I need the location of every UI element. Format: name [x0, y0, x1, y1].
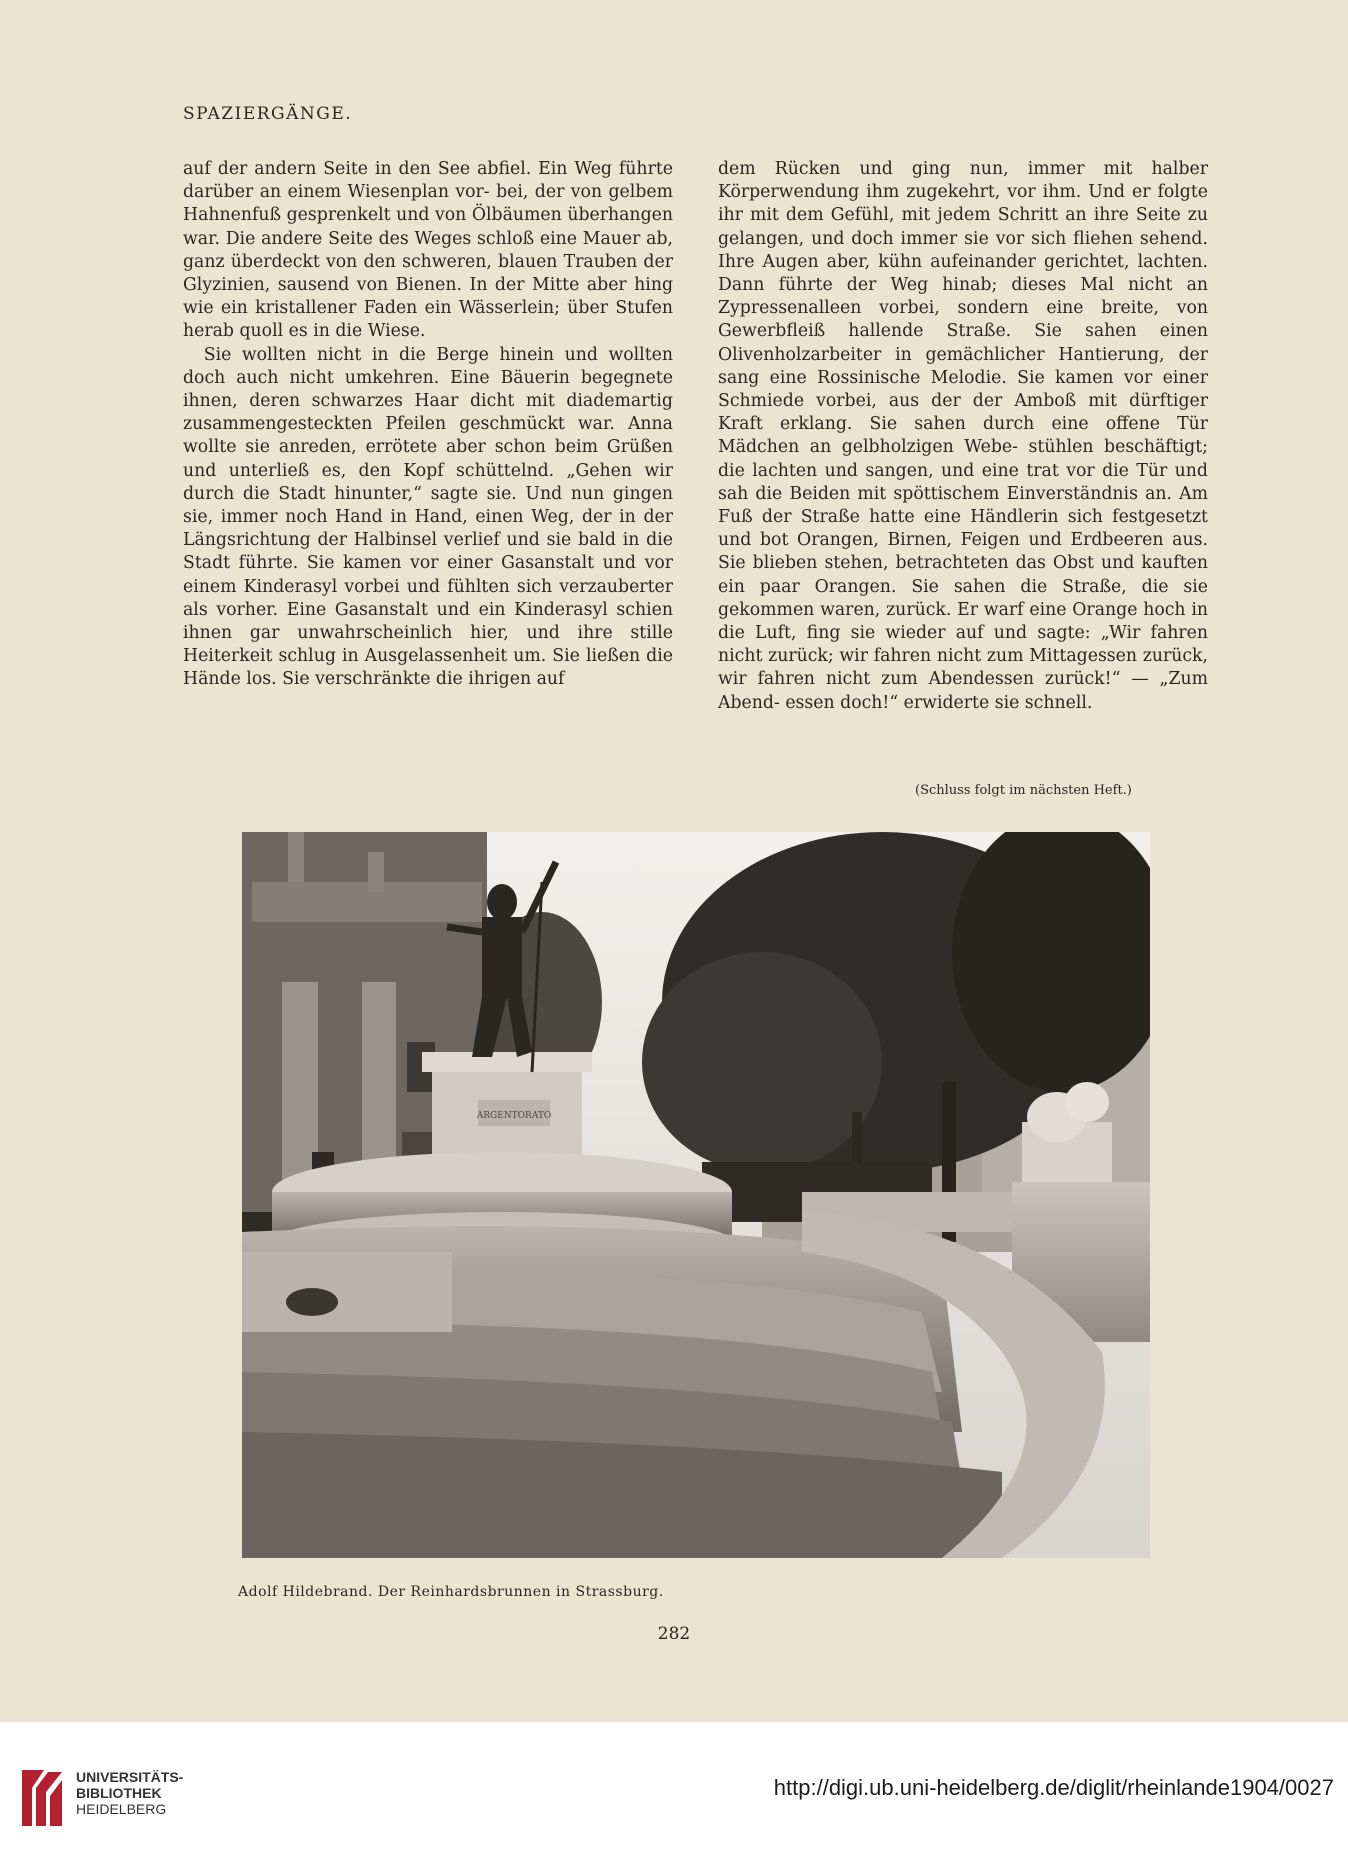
left-text-column [183, 158, 673, 692]
text-line: von Ölbäumen überhangen war. Die andere [183, 205, 673, 249]
text-line: stühlen beschäftigt; die lachten und sangen, und [718, 437, 1208, 481]
text-line: errötete aber schon beim Grüßen und unterließ [183, 437, 673, 481]
text-line: Gasanstalt und ein Kinderasyl schien ihnen gar [183, 599, 673, 644]
text-line: unwahrscheinlich hier, und ihre stille Heiterkeit [183, 623, 674, 667]
text-line: nicht zum Abendessen zurück!“ — „Zum Abend- [718, 669, 1208, 713]
library-name-line-2: BIBLIOTHEK [76, 1785, 162, 1801]
text-line: Sie wollten nicht in die Berge hinein und [203, 344, 598, 365]
paragraph [183, 158, 673, 344]
text-line: Mitte aber hing wie ein kristallener Faden ein [183, 275, 674, 319]
text-line: kühn aufeinander gerichtet, lachten. Dann [718, 251, 1209, 296]
running-head: SPAZIERGÄNGE. [183, 104, 353, 124]
source-url-link[interactable]: http://digi.ub.uni-heidelberg.de/diglit/rheinlande1904/0027 [773, 1775, 1334, 1800]
continuation-note: (Schluss folgt im nächsten Heft.) [915, 783, 1132, 798]
text-line: Zypressenalleen vorbei, sondern eine breite, von [718, 298, 1208, 319]
text-line: spöttischem Einverständnis an. Am Fuß der [718, 483, 1209, 528]
text-line: die sie gekommen waren, zurück. Er warf eine [718, 576, 1209, 620]
text-line: an ihre Seite zu gelangen, und doch immer sie [718, 205, 1209, 249]
library-footer [0, 1722, 1348, 1852]
paragraph [718, 158, 1208, 715]
library-name-line-1: UNIVERSITÄTS- [76, 1769, 184, 1785]
text-line: bei, der von gelbem Hahnenfuß gesprenkelt und [183, 182, 673, 226]
text-line: es, den Kopf schüttelnd. „Gehen wir durch die [183, 460, 673, 504]
text-line: geschmückt war. Anna wollte sie anreden, [183, 414, 673, 458]
text-line: vor sich fliehen sehend. Ihre Augen aber, [718, 228, 1208, 272]
text-line: eine trat vor die Tür und sah die Beiden mit [718, 460, 1208, 504]
library-name-line-3: HEIDELBERG [76, 1801, 167, 1817]
text-line: vor einer Schmiede vorbei, aus der der Amboß [718, 367, 1208, 412]
text-line: der sang eine Rossinische Melodie. Sie kamen [718, 344, 1208, 388]
text-line: eine offene Tür Mädchen an gelbholzigen Webe- [718, 414, 1209, 458]
text-line: begegnete ihnen, deren schwarzes Haar dicht [183, 367, 674, 412]
text-line: auf der andern Seite in den See abfiel. Ein [183, 159, 568, 179]
figure-caption: Adolf Hildebrand. Der Reinhardsbrunnen in Strassburg. [238, 1584, 664, 1600]
right-text-column [718, 158, 1208, 715]
text-line: mit dürftiger Kraft erklang. Sie sahen durch [718, 391, 1209, 435]
text-line: immer noch Hand in Hand, einen Weg, der in [220, 507, 636, 528]
paragraph [183, 344, 673, 692]
text-line: Gasanstalt und vor einem Kinderasyl vorbei [183, 553, 674, 597]
text-line: fahren nicht zum Mittagessen zurück, wir fahren [718, 646, 1208, 690]
text-line: er folgte ihr mit dem Gefühl, mit jedem Schritt [718, 182, 1209, 226]
text-line: kauften ein paar Orangen. Sie sahen die Straße, [718, 553, 1208, 597]
page-number: 282 [657, 1624, 691, 1644]
text-line: führte der Weg hinab; dieses Mal nicht an [778, 275, 1208, 296]
plinth-inscription: ARGENTORATO [476, 1111, 552, 1121]
text-line: Sie blieben stehen, betrachteten das Obst und [718, 553, 1135, 574]
text-line: der Längsrichtung der Halbinsel verlief und sie [183, 507, 673, 551]
text-line: Stadt hinunter,“ sagte sie. Und nun gingen sie, [183, 483, 673, 528]
text-line: Wiese. [367, 321, 426, 342]
text-line: essen doch!“ erwiderte sie schnell. [785, 692, 1093, 713]
text-line: Seite des Weges schloß eine Mauer ab, ganz [183, 228, 674, 272]
text-line: überdeckt von den schweren, blauen Trauben [230, 251, 638, 272]
text-line: dem Rücken und ging nun, immer mit halber [718, 159, 1208, 179]
text-line: wollten doch auch nicht umkehren. Eine Bäuerin [183, 344, 673, 388]
text-line: Olivenholzarbeiter in gemächlicher Hantierung, [718, 344, 1165, 365]
text-line: Wässerlein; über Stufen herab quoll es in die [183, 298, 673, 342]
library-name [76, 1769, 183, 1817]
text-line: Straße hatte eine Händlerin sich festgesetzt und [718, 507, 1208, 551]
text-line: Hände los. Sie verschränkte die ihrigen auf [183, 669, 565, 690]
text-line: und sagte: „Wir fahren nicht zurück; wir [718, 623, 1209, 667]
text-line: bot Orangen, Birnen, Feigen und Erdbeeren aus. [759, 530, 1208, 551]
text-line: schlug in Ausgelassenheit um. Sie ließen die [278, 646, 673, 667]
text-line: Gewerbfleiß hallende Straße. Sie sahen einen [718, 321, 1208, 342]
text-line: bald in die Stadt führte. Sie kamen vor einer [183, 530, 673, 574]
text-line: der Glyzinien, sausend von Bienen. In der [183, 251, 673, 296]
text-line: mit diademartig zusammengesteckten Pfeilen [183, 391, 673, 435]
library-logo-icon [14, 1766, 68, 1834]
text-line: und fühlten sich verzauberter als vorher. Eine [183, 576, 674, 620]
text-line: Orange hoch in die Luft, fing sie wieder auf [718, 599, 1208, 644]
text-line: Weg führte darüber an einem Wiesenplan vor- [183, 159, 673, 203]
text-line: Körperwendung ihm zugekehrt, vor ihm. Und [718, 182, 1125, 203]
fountain-photograph [242, 832, 1150, 1558]
